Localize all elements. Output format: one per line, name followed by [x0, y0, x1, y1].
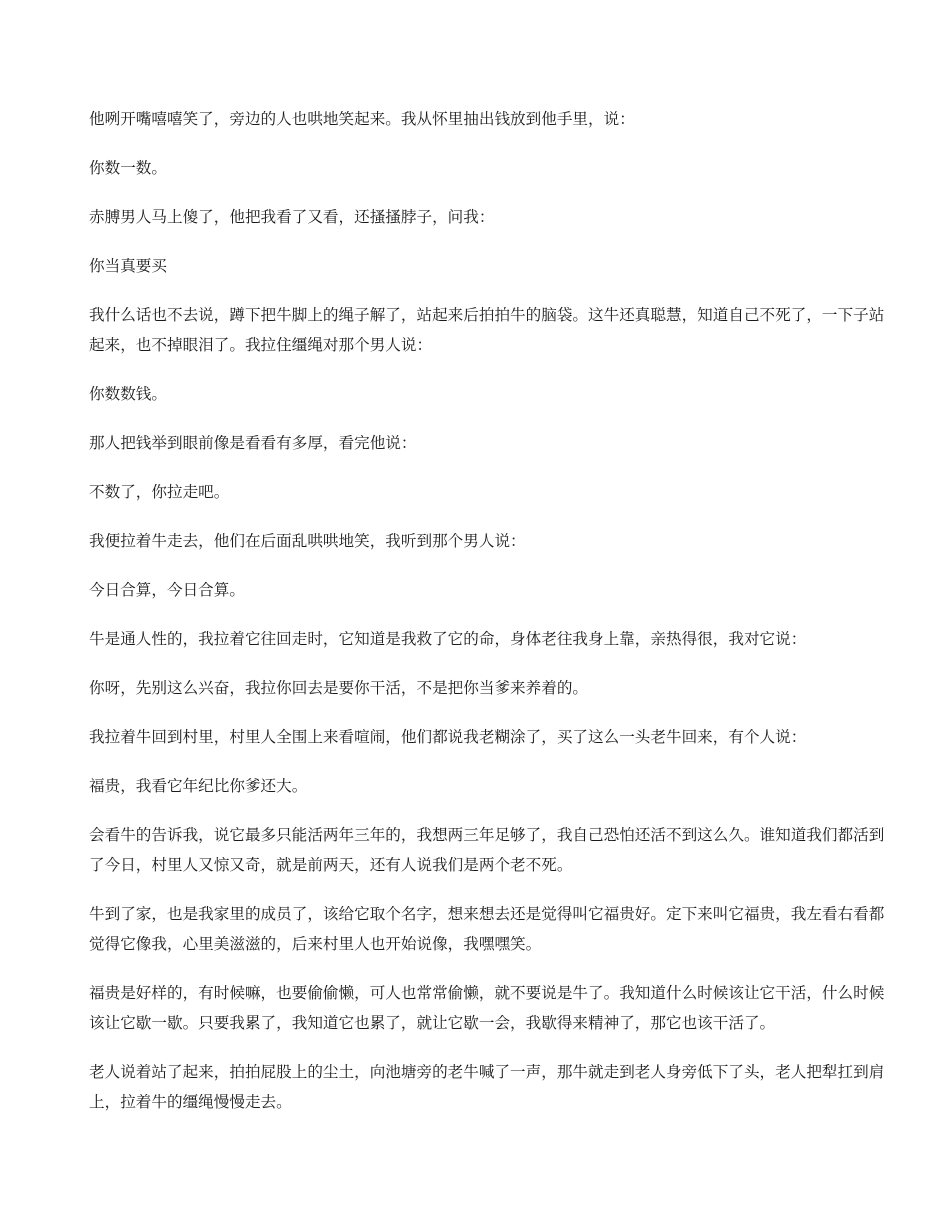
paragraph-8: 不数了，你拉走吧。 — [89, 483, 230, 501]
paragraph-7: 那人把钱举到眼前像是看看有多厚，看完他说： — [89, 434, 417, 452]
paragraph-14: 福贵，我看它年纪比你爹还大。 — [89, 777, 308, 795]
paragraph-5: 我什么话也不去说，蹲下把牛脚上的绳子解了，站起来后拍拍牛的脑袋。这牛还真聪慧，知道自己不死了，一下子站起来，也不掉眼泪了。我拉住缰绳对那个男人说： — [89, 306, 885, 354]
paragraph-6: 你数数钱。 — [89, 385, 167, 403]
paragraph-2: 你数一数。 — [89, 159, 167, 177]
paragraph-9: 我便拉着牛走去，他们在后面乱哄哄地笑，我听到那个男人说： — [89, 532, 526, 550]
paragraph-17: 福贵是好样的，有时候嘛，也要偷偷懒，可人也常常偷懒，就不要说是牛了。我知道什么时候该让它干活，什么时候该让它歇一歇。只要我累了，我知道它也累了，就让它歇一会，我歇得来精神了，那它也该干活了。 — [89, 984, 885, 1032]
paragraph-12: 你呀，先别这么兴奋，我拉你回去是要你干活，不是把你当爹来养着的。 — [89, 679, 589, 697]
paragraph-15: 会看牛的告诉我，说它最多只能活两年三年的，我想两三年足够了，我自己恐怕还活不到这么久。谁知道我们都活到了今日，村里人又惊又奇，就是前两天，还有人说我们是两个老不死。 — [89, 826, 885, 874]
paragraph-3: 赤膊男人马上傻了，他把我看了又看，还搔搔脖子，问我： — [89, 208, 495, 226]
paragraph-1: 他咧开嘴嘻嘻笑了，旁边的人也哄地笑起来。我从怀里抽出钱放到他手里，说： — [89, 110, 635, 128]
paragraph-16: 牛到了家，也是我家里的成员了，该给它取个名字，想来想去还是觉得叫它福贵好。定下来叫它福贵，我左看右看都觉得它像我，心里美滋滋的，后来村里人也开始说像，我嘿嘿笑。 — [89, 905, 885, 953]
paragraph-10: 今日合算，今日合算。 — [89, 581, 245, 599]
paragraph-13: 我拉着牛回到村里，村里人全围上来看喧闹，他们都说我老糊涂了，买了这么一头老牛回来，有个人说： — [89, 728, 807, 746]
paragraph-4: 你当真要买 — [89, 257, 167, 275]
paragraph-11: 牛是通人性的，我拉着它往回走时，它知道是我救了它的命，身体老往我身上靠，亲热得很，我对它说： — [89, 630, 807, 648]
paragraph-18: 老人说着站了起来，拍拍屁股上的尘土，向池塘旁的老牛喊了一声，那牛就走到老人身旁低下了头，老人把犁扛到肩上，拉着牛的缰绳慢慢走去。 — [89, 1063, 885, 1111]
document-body — [89, 104, 889, 1136]
